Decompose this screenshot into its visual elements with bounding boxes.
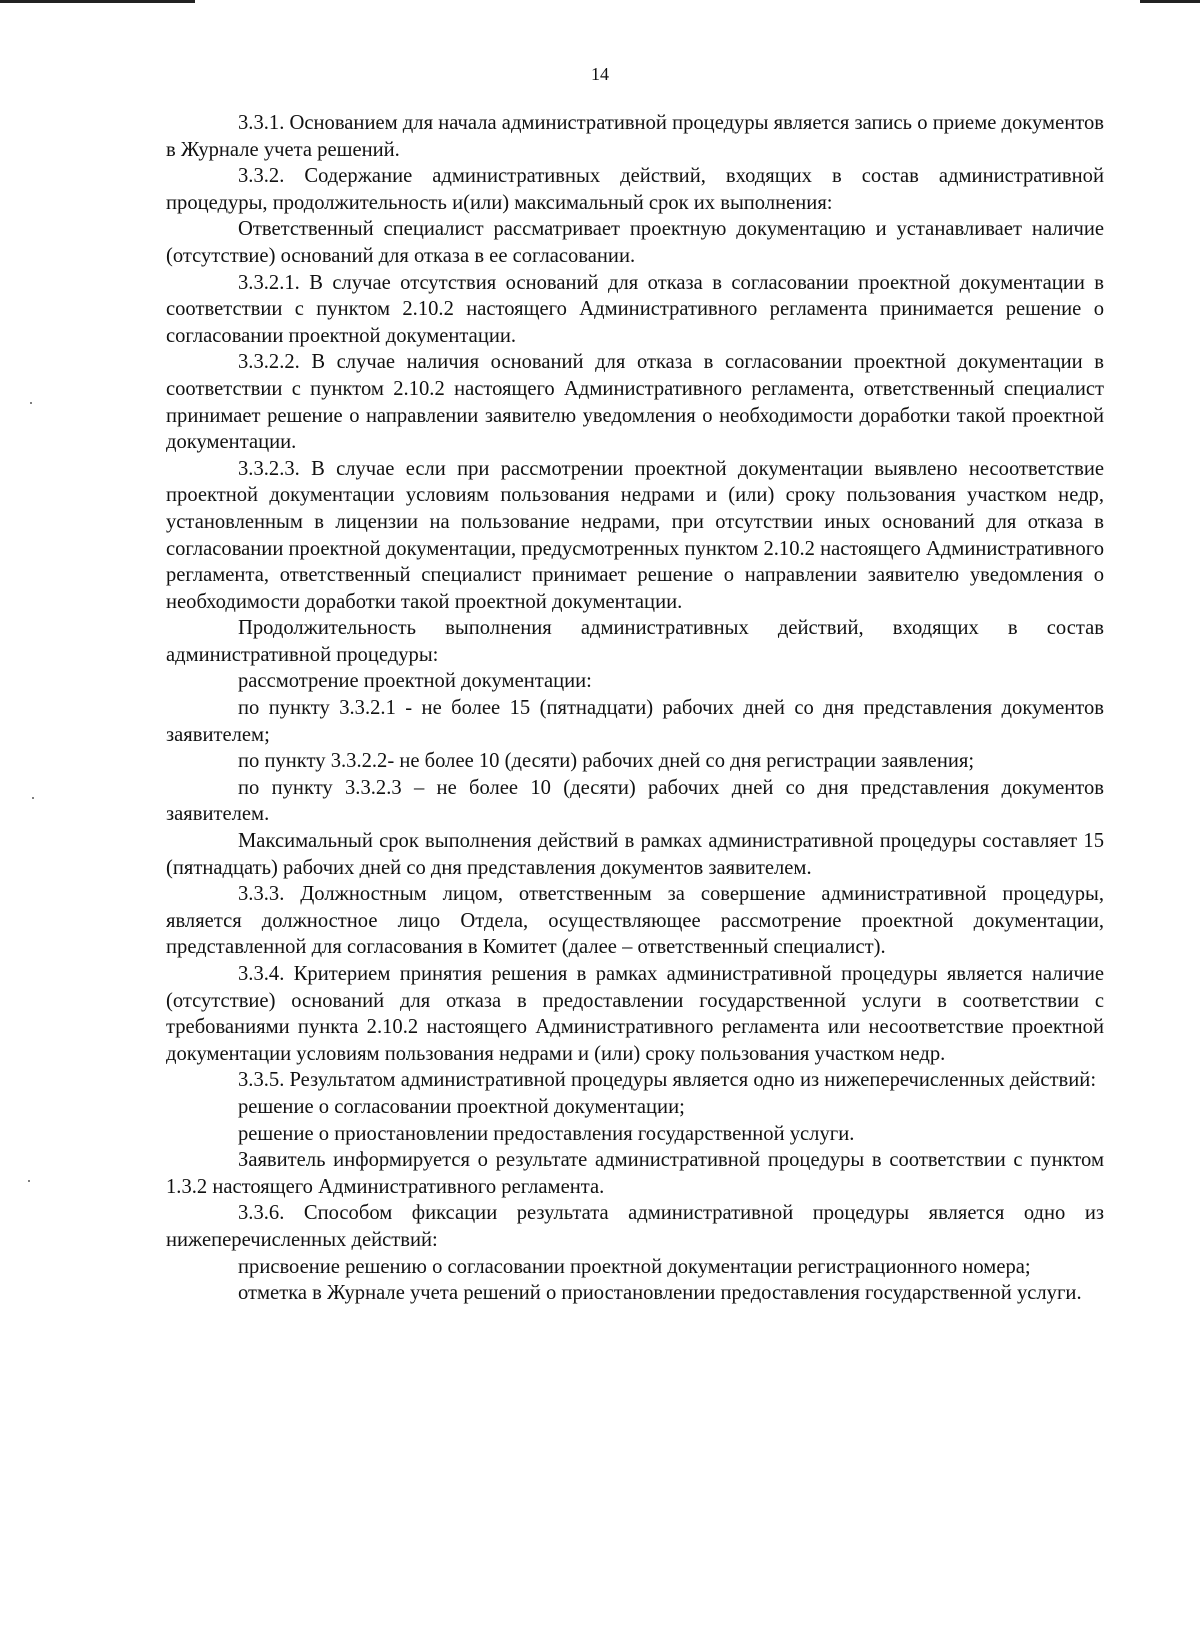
paragraph-result-item-1: решение о согласовании проектной документации; (238, 1095, 685, 1118)
scan-speck (30, 402, 32, 404)
paragraph-max-duration: Максимальный срок выполнения действий в рамках административной процедуры составляет 15 (пятнадцать) рабочих дней со дня представления документов заявителем. (166, 830, 1104, 879)
paragraph-3-3-6: 3.3.6. Способом фиксации результата административной процедуры является одно из нижеперечисленных действий: (166, 1202, 1104, 1251)
paragraph-duration-item-1: по пункту 3.3.2.1 - не более 15 (пятнадцати) рабочих дней со дня представления документов заявителем; (166, 697, 1104, 746)
document-body (166, 110, 1104, 1307)
scan-speck (28, 1180, 30, 1182)
scan-edge-line-right (1140, 0, 1200, 3)
paragraph-applicant-informed: Заявитель информируется о результате административной процедуры в соответствии с пунктом 1.3.2 настоящего Административного регламента. (166, 1149, 1104, 1198)
scan-speck (32, 797, 34, 799)
paragraph-fixation-item-2: отметка в Журнале учета решений о приостановлении предоставления государственной услуги. (238, 1282, 1082, 1305)
paragraph-3-3-1: 3.3.1. Основанием для начала административной процедуры является запись о приеме документов в Журнале учета решений. (166, 112, 1104, 161)
paragraph-3-3-2: 3.3.2. Содержание административных действий, входящих в состав административной процедуры, продолжительность и(или) максимальный срок их выполнения: (166, 165, 1104, 214)
page-number: 14 (591, 64, 609, 84)
scan-edge-line-left (0, 0, 195, 3)
paragraph-duration-item-2: по пункту 3.3.2.2- не более 10 (десяти) рабочих дней со дня регистрации заявления; (238, 750, 975, 773)
paragraph-3-3-5: 3.3.5. Результатом административной процедуры является одно из нижеперечисленных действий: (238, 1069, 1097, 1092)
paragraph-fixation-item-1: присвоение решению о согласовании проектной документации регистрационного номера; (238, 1255, 1031, 1278)
paragraph-duration-item-3: по пункту 3.3.2.3 – не более 10 (десяти) рабочих дней со дня представления документов заявителем. (166, 776, 1104, 826)
paragraph-review-label: рассмотрение проектной документации: (238, 670, 592, 693)
paragraph-3-3-3: 3.3.3. Должностным лицом, ответственным за совершение административной процедуры, является должностное лицо Отдела, осуществляющее рассмотрение проектной документации, представленной для согласования в Комитет (далее – ответственный специалист). (166, 883, 1104, 959)
paragraph-3-3-2-1: 3.3.2.1. В случае отсутствия оснований для отказа в согласовании проектной документации в соответствии с пунктом 2.10.2 настоящего Административного регламента принимается решение о согласовании проектной документации. (166, 271, 1104, 347)
paragraph-result-item-2: решение о приостановлении предоставления государственной услуги. (238, 1122, 855, 1145)
paragraph-duration-intro: Продолжительность выполнения административных действий, входящих в состав административной процедуры: (166, 617, 1104, 666)
paragraph-3-3-2-2: 3.3.2.2. В случае наличия оснований для отказа в согласовании проектной документации в соответствии с пунктом 2.10.2 настоящего Административного регламента, ответственный специалист принимает решение о направлении заявителю уведомления о необходимости доработки такой проектной документации. (166, 351, 1104, 454)
paragraph-3-3-2-3: 3.3.2.3. В случае если при рассмотрении проектной документации выявлено несоответствие проектной документации условиям пользования недрами и (или) сроку пользования участком недр, установленным в лицензии на пользование недрами, при отсутствии иных оснований для отказа в согласовании проектной документации, предусмотренных пунктом 2.10.2 настоящего Административного регламента, ответственный специалист принимает решение о направлении заявителю уведомления о необходимости доработки такой проектной документации. (166, 457, 1104, 613)
paragraph-3-3-4: 3.3.4. Критерием принятия решения в рамках административной процедуры является наличие (отсутствие) оснований для отказа в предоставлении государственной услуги в соответствии с требованиями пункта 2.10.2 настоящего Административного регламента или несоответствие проектной документации условиям пользования недрами и (или) сроку пользования участком недр. (166, 963, 1104, 1065)
paragraph-responsible-review: Ответственный специалист рассматривает проектную документацию и устанавливает наличие (отсутствие) оснований для отказа в ее согласовании. (166, 218, 1104, 267)
